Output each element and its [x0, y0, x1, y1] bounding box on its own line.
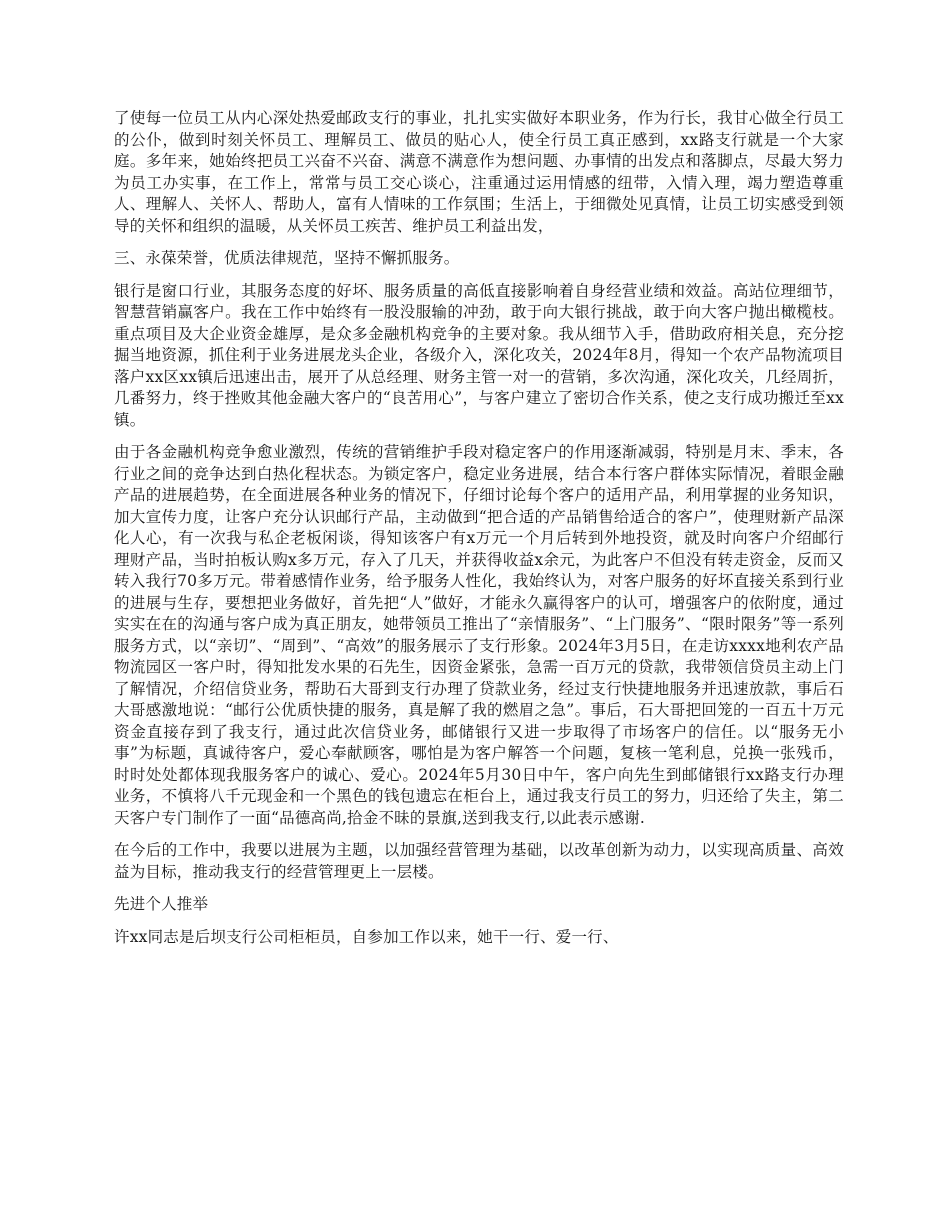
paragraph-staff-care: 了使每一位员工从内心深处热爱邮政支行的事业，扎扎实实做好本职业务，作为行长，我甘心做全行员工的公仆，做到时刻关怀员工、理解员工、做员的贴心人，使全行员工真正感到，xx路支行就是一个大家庭。多年来，她始终把员工兴奋不兴奋、满意不满意作为想问题、办事情的出发点和落脚点，尽最大努力为员工办实事，在工作上，常常与员工交心谈心，注重通过运用情感的纽带，入情入理，竭力塑造尊重人、理解人、关怀人、帮助人，富有人情味的工作氛围；生活上，于细微处见真情，让员工切实感受到领导的关怀和组织的温暖，从关怀员工疾苦、维护员工利益出发， — [114, 109, 844, 235]
paragraph-customer-service: 由于各金融机构竞争愈业激烈，传统的营销维护手段对稳定客户的作用逐渐减弱，特别是月末、季末，各行业之间的竞争达到白热化程状态。为锁定客户，稳定业务进展，结合本行客户群体实际情况，着眼金融产品的进展趋势，在全面进展各种业务的情况下，仔细讨论每个客户的适用产品，利用掌握的业务知识，加大宣传力度，让客户充分认识邮行产品，主动做到“把合适的产品销售给适合的客户”，使理财新产品深化人心，有一次我与私企老板闲谈，得知该客户有x万元一个月后转到外地投资，就及时向客户介绍邮行理财产品，当时拍板认购x多万元，存入了几天，并获得收益x余元，为此客户不但没有转走资金，反而又转入我行70多万元。带着感情作业务，给予服务人性化，我始终认为，对客户服务的好坏直接关系到行业的进展与生存，要想把业务做好，首先把“人”做好，才能永久赢得客户的认可，增强客户的依附度，通过实实在在的沟通与客户成为真正朋友，她带领员工推出了“亲情服务”、“上门服务”、“限时限务”等一系列服务方式，以“亲切”、“周到”、“高效”的服务展示了支行形象。2024年3月5日，在走访xxxx地利农产品物流园区一客户时，得知批发水果的石先生，因资金紧张，急需一百万元的贷款，我带领信贷员主动上门了解情况，介绍信贷业务，帮助石大哥到支行办理了贷款业务，经过支行快捷地服务并迅速放款，事后石大哥感激地说：“邮行公优质快捷的服务，真是解了我的燃眉之急”。事后，石大哥把回笼的一百五十万元资金直接存到了我支行，通过此次信贷业务，邮储银行又进一步取得了市场客户的信任。以“服务无小事”为标题，真诚待客户，爱心奉献顾客，哪怕是为客户解答一个问题，复核一笔利息，兑换一张残币，时时处处都体现我服务客户的诚心、爱心。2024年5月30日中午，客户向先生到邮储银行xx路支行办理业务，不慎将八千元现金和一个黑色的钱包遗忘在柜台上，通过我支行员工的努力，归还给了失主，第二天客户专门制作了一面“品德高尚,拾金不昧的景旗,送到我支行,以此表示感谢. — [114, 443, 844, 827]
section-heading-recommendation: 先进个人推举 — [114, 895, 209, 913]
paragraph-recommendation-intro: 许xx同志是后坝支行公司柜柜员，自参加工作以来，她干一行、爱一行、 — [114, 927, 619, 946]
document-page — [114, 108, 844, 959]
paragraph-marketing: 银行是窗口行业，其服务态度的好坏、服务质量的高低直接影响着自身经营业绩和效益。高站位理细节，智慧营销赢客户。我在工作中始终有一股没服输的冲劲，敢于向大银行挑战，敢于向大客户抛出橄榄枝。重点项目及大企业资金雄厚，是众多金融机构竞争的主要对象。我从细节入手，借助政府相关息，充分挖掘当地资源，抓住利于业务进展龙头企业，各级介入，深化攻关，2024年8月，得知一个农产品物流项目落户xx区xx镇后迅速出击，展开了从总经理、财务主管一对一的营销，多次沟通，深化攻关，几经周折，几番努力，终于挫败其他金融大客户的“良苦用心”，与客户建立了密切合作关系，使之支行成功搬迁至xx镇。 — [114, 281, 844, 429]
paragraph-future-work: 在今后的工作中，我要以进展为主题，以加强经营管理为基础，以改革创新为动力，以实现高质量、高效益为目标，推动我支行的经营管理更上一层楼。 — [114, 841, 844, 881]
section-heading-service: 三、永葆荣誉，优质法律规范，坚持不懈抓服务。 — [114, 249, 460, 267]
